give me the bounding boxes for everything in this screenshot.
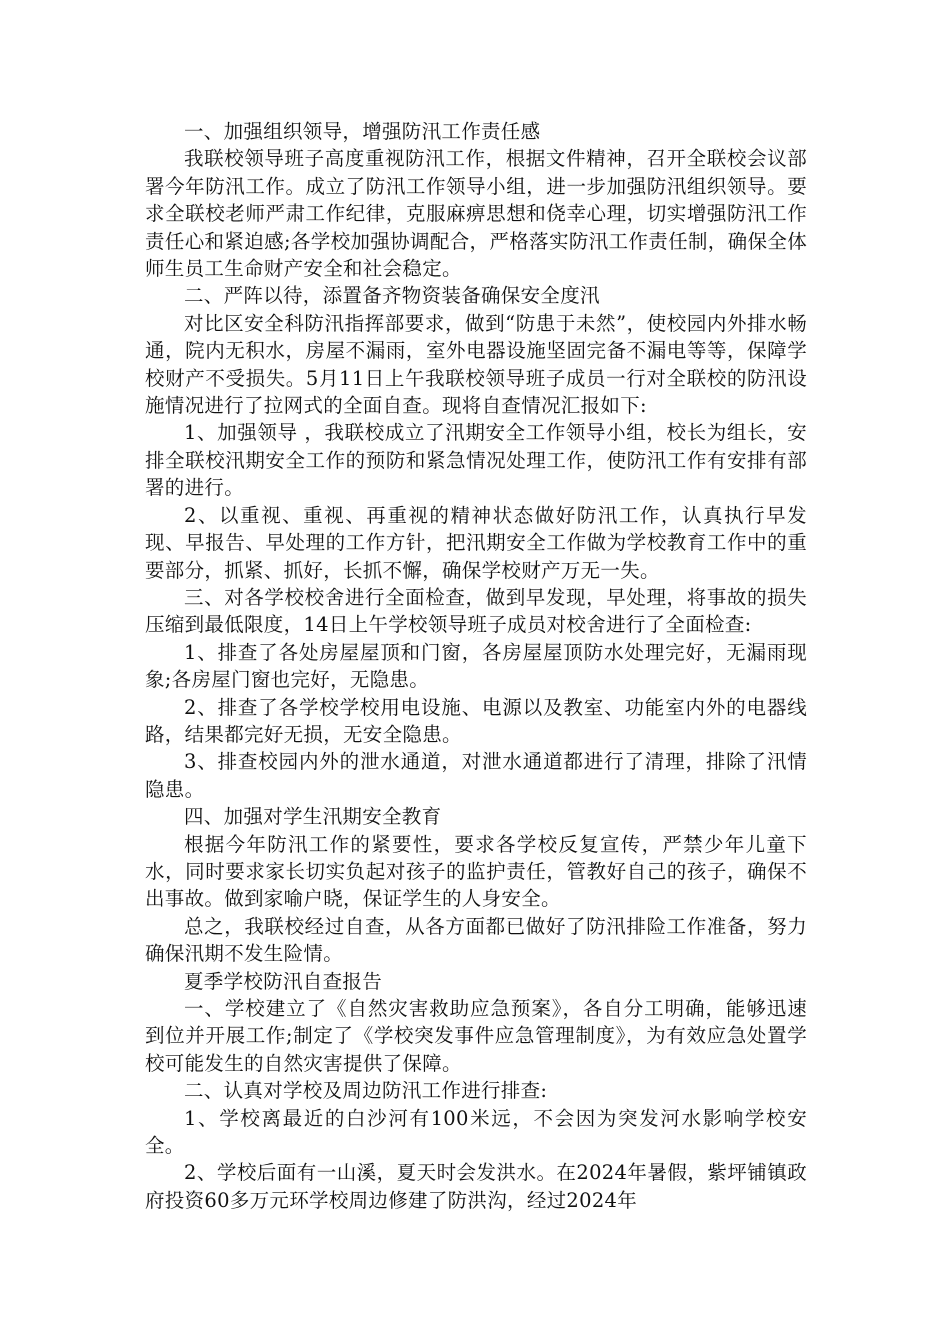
section-title: 夏季学校防汛自查报告 [184,969,383,993]
heading-3: 三、对各学校校舍进行全面检查，做到早发现，早处理，将事故的损失压缩到最低限度，14日上午学校领导班子成员对校舍进行了全面检查: [145,585,807,637]
heading-2: 二、严阵以待，添置备齐物资装备确保安全度汛 [184,284,600,308]
heading-4: 四、加强对学生汛期安全教育 [184,805,442,829]
paragraph: 一、学校建立了《自然灾害救助应急预案》，各自分工明确，能够迅速到位并开展工作;制定了《学校突发事件应急管理制度》，为有效应急处置学校可能发生的自然灾害提供了保障。 [145,997,807,1075]
list-item: 1、加强领导 ，我联校成立了汛期安全工作领导小组，校长为组长，安排全联校汛期安全工作的预防和紧急情况处理工作，使防汛工作有安排有部署的进行。 [145,421,807,500]
paragraph: 对比区安全科防汛指挥部要求，做到“防患于未然”，使校园内外排水畅通，院内无积水，房屋不漏雨，室外电器设施坚固完备不漏电等等，保障学校财产不受损失。5月11日上午我联校领导班子成员一行对全联校的防汛设施情况进行了拉网式的全面自查。现将自查情况汇报如下: [145,311,807,418]
list-item: 1、排查了各处房屋屋顶和门窗，各房屋屋顶防水处理完好，无漏雨现象;各房屋门窗也完好，无隐患。 [145,640,807,692]
list-item: 2、排查了各学校学校用电设施、电源以及教室、功能室内外的电器线路，结果都完好无损，无安全隐患。 [145,695,807,746]
list-item: 2、学校后面有一山溪，夏天时会发洪水。在2024年暑假，紫坪铺镇政府投资60多万元环学校周边修建了防洪沟，经过2024年 [145,1161,807,1212]
paragraph: 总之，我联校经过自查，从各方面都已做好了防汛排险工作准备，努力确保汛期不发生险情。 [145,914,807,966]
list-item: 3、排查校园内外的泄水通道，对泄水通道都进行了清理，排除了汛情隐患。 [145,750,807,801]
list-item: 1、学校离最近的白沙河有100米远，不会因为突发河水影响学校安全。 [145,1106,807,1158]
heading-5: 二、认真对学校及周边防汛工作进行排查: [184,1079,548,1103]
document-body [145,118,807,1214]
heading-1: 一、加强组织领导，增强防汛工作责任感 [184,120,541,143]
paragraph: 我联校领导班子高度重视防汛工作，根据文件精神，召开全联校会议部署今年防汛工作。成立了防汛工作领导小组，进一步加强防汛组织领导。要求全联校老师严肃工作纪律，克服麻痹思想和侥幸心理，切实增强防汛工作责任心和紧迫感;各学校加强协调配合，严格落实防汛工作责任制，确保全体师生员工生命财产安全和社会稳定。 [145,147,807,281]
list-item: 2、以重视、重视、再重视的精神状态做好防汛工作，认真执行早发现、早报告、早处理的工作方针，把汛期安全工作做为学校教育工作中的重要部分，抓紧、抓好，长抓不懈，确保学校财产万无一失。 [145,503,807,582]
paragraph: 根据今年防汛工作的紧要性，要求各学校反复宣传，严禁少年儿童下水，同时要求家长切实负起对孩子的监护责任，管教好自己的孩子，确保不出事故。做到家喻户晓，保证学生的人身安全。 [145,832,807,911]
